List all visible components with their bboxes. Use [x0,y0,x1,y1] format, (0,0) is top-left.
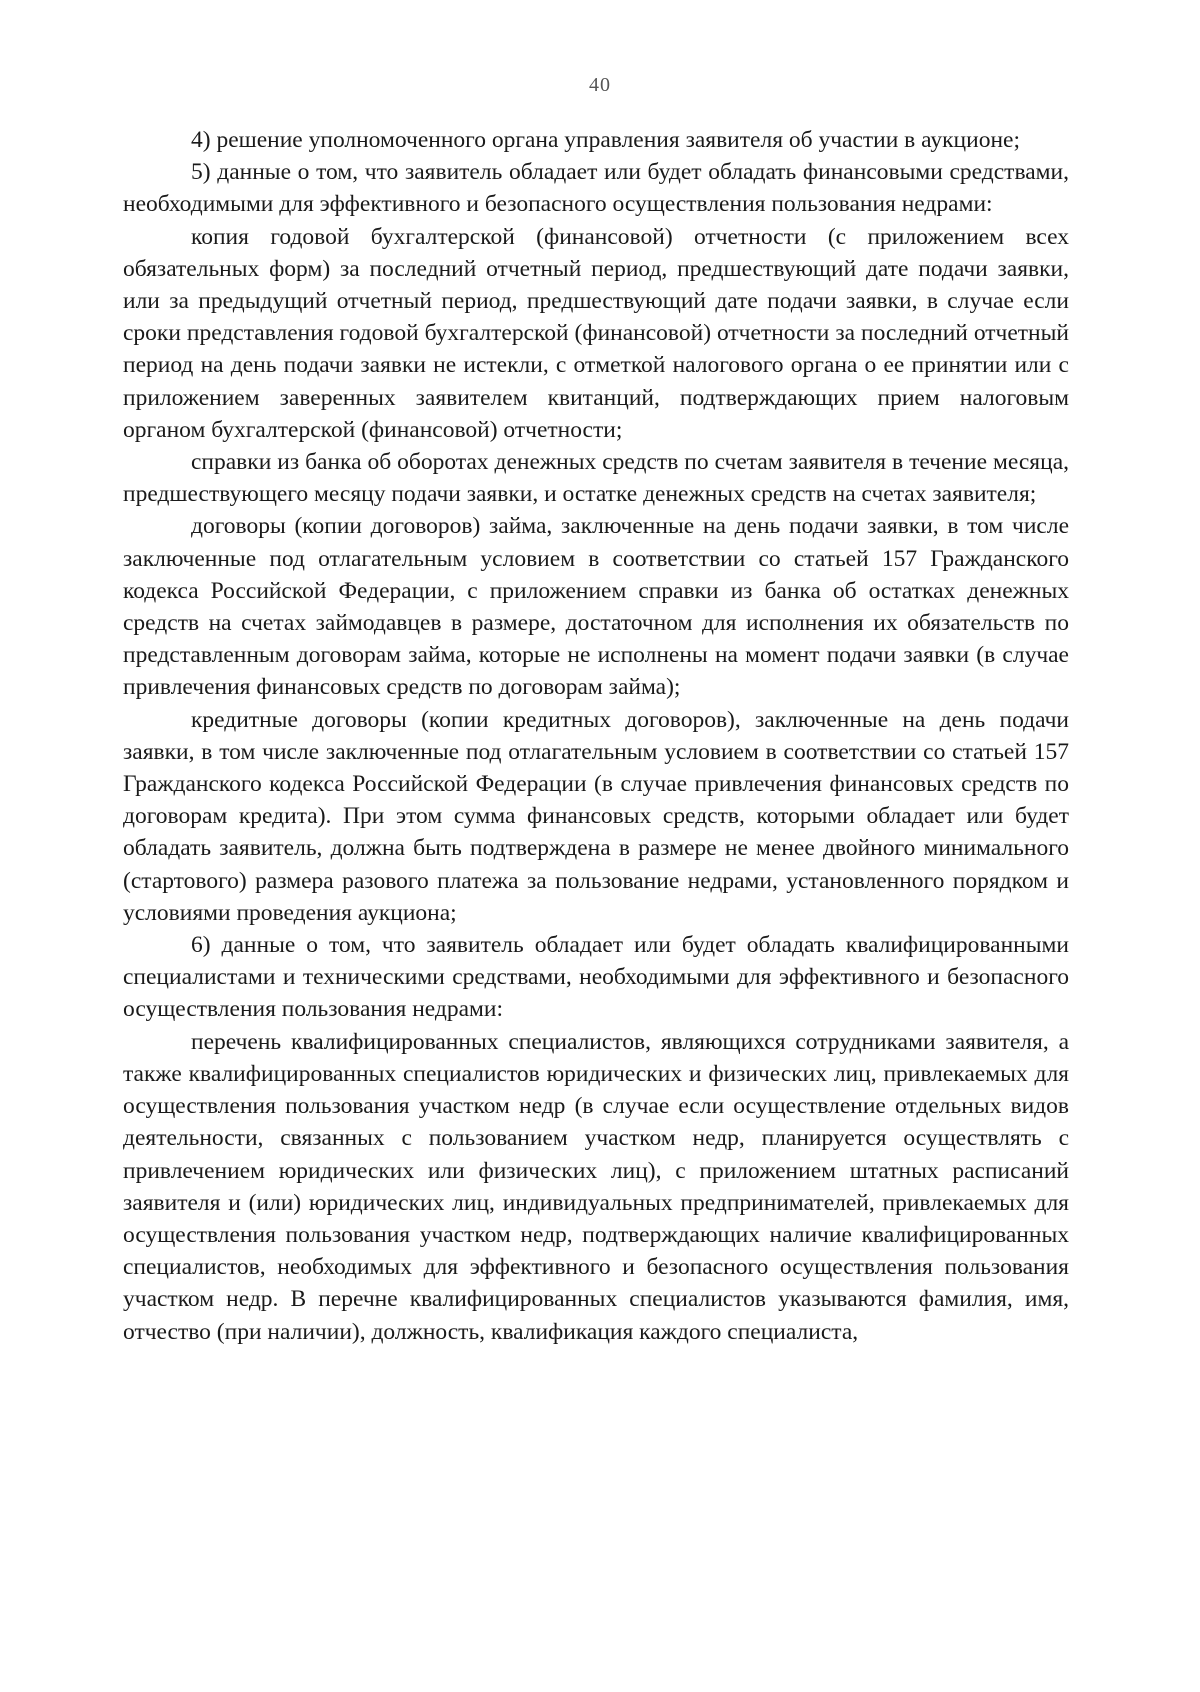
document-body [123,124,1069,1348]
paragraph-item-4: 4) решение уполномоченного органа управления заявителя об участии в аукционе; [191,127,1020,153]
paragraph-loan-agreements: договоры (копии договоров) займа, заключенные на день подачи заявки, в том числе заключенные под отлагательным условием в соответствии со статьей 157 Гражданского кодекса Российской Федерации, с приложением справки из банка об остатках денежных средств на счетах займодавцев в размере, достаточном для исполнения их обязательств по представленным договорам займа, которые не исполнены на момент подачи заявки (в случае привлечения финансовых средств по договорам займа); [123,513,1069,701]
paragraph-credit-agreements: кредитные договоры (копии кредитных договоров), заключенные на день подачи заявки, в том числе заключенные под отлагательным условием в соответствии со статьей 157 Гражданского кодекса Российской Федерации (в случае привлечения финансовых средств по договорам кредита). При этом сумма финансовых средств, которыми обладает или будет обладать заявитель, должна быть подтверждена в размере не менее двойного минимального (стартового) размера разового платежа за пользование недрами, установленного порядком и условиями проведения аукциона; [123,706,1069,926]
paragraph-specialists-list: перечень квалифицированных специалистов, являющихся сотрудниками заявителя, а также квалифицированных специалистов юридических и физических лиц, привлекаемых для осуществления пользования участком недр (в случае если осуществление отдельных видов деятельности, связанных с пользованием участком недр, планируется осуществлять с привлечением юридических или физических лиц), с приложением штатных расписаний заявителя и (или) юридических лиц, индивидуальных предпринимателей, привлекаемых для осуществления пользования участком недр, подтверждающих наличие квалифицированных специалистов, необходимых для эффективного и безопасного осуществления пользования участком недр. В перечне квалифицированных специалистов указываются фамилия, имя, отчество (при наличии), должность, квалификация каждого специалиста, [123,1028,1069,1345]
paragraph-item-5: 5) данные о том, что заявитель обладает или будет обладать финансовыми средствами, необходимыми для эффективного и безопасного осуществления пользования недрами: [123,159,1069,218]
paragraph-item-6: 6) данные о том, что заявитель обладает или будет обладать квалифицированными специалистами и техническими средствами, необходимыми для эффективного и безопасного осуществления пользования недрами: [123,932,1069,1023]
paragraph-financial-statements: копия годовой бухгалтерской (финансовой) отчетности (с приложением всех обязательных форм) за последний отчетный период, предшествующий дате подачи заявки, или за предыдущий отчетный период, предшествующий дате подачи заявки, в случае если сроки представления годовой бухгалтерской (финансовой) отчетности за последний отчетный период на день подачи заявки не истекли, с отметкой налогового органа о ее принятии или с приложением заверенных заявителем квитанций, подтверждающих прием налоговым органом бухгалтерской (финансовой) отчетности; [123,223,1069,443]
page-number: 40 [589,74,611,96]
paragraph-bank-statements: справки из банка об оборотах денежных средств по счетам заявителя в течение месяца, предшествующего месяцу подачи заявки, и остатке денежных средств на счетах заявителя; [123,449,1069,508]
